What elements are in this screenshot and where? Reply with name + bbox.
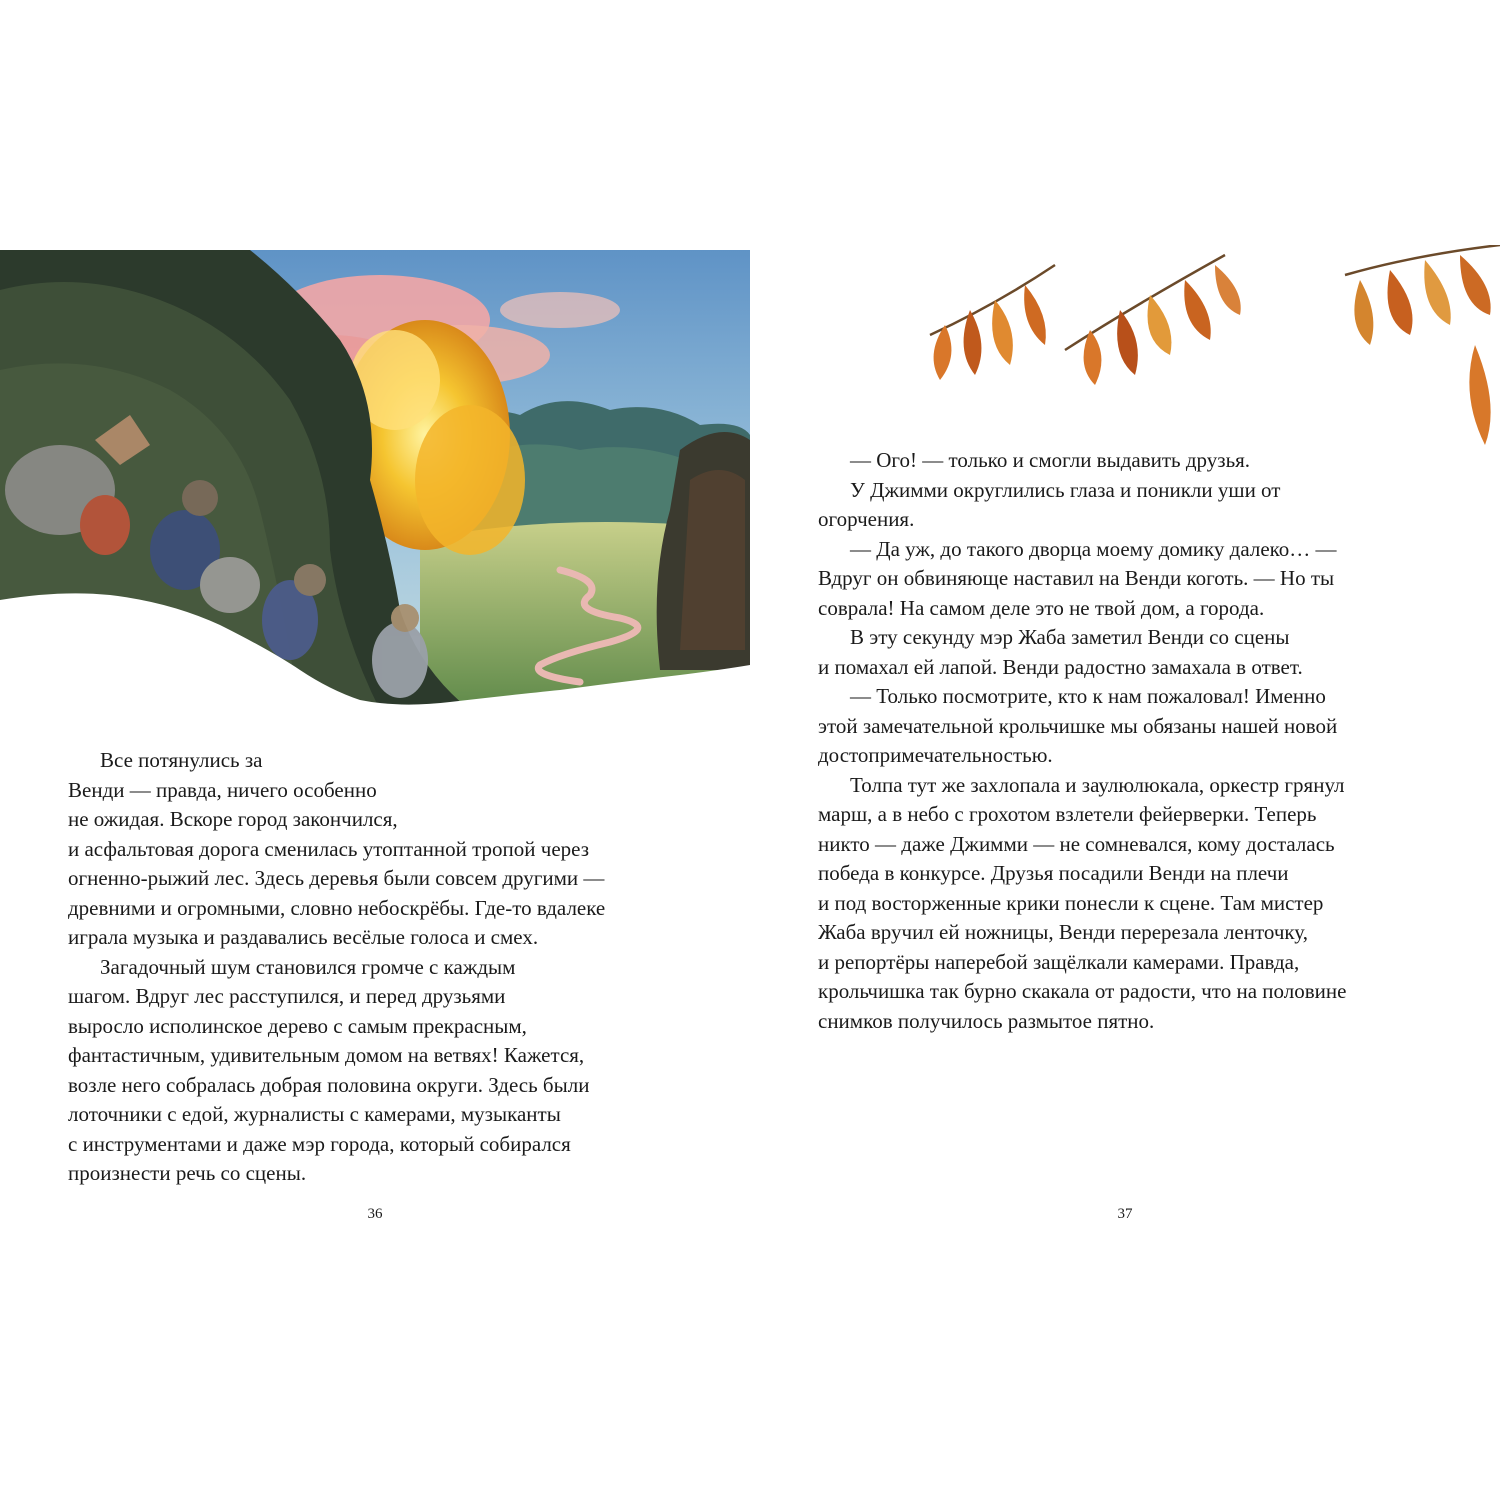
text-line: лоточники с едой, журналисты с камерами, музыканты — [68, 1102, 561, 1126]
text-line: — Ого! — только и смогли выдавить друзья. — [850, 448, 1251, 472]
text-line: достопримечательностью. — [818, 743, 1053, 767]
text-line: Жаба вручил ей ножницы, Венди перерезала ленточку, — [818, 920, 1308, 944]
text-line: произнести речь со сцены. — [68, 1161, 307, 1185]
page-number-right: 37 — [1117, 1206, 1133, 1222]
text-line: фантастичным, удивительным домом на ветвях! Кажется, — [68, 1043, 585, 1067]
text-line: огненно-рыжий лес. Здесь деревья были совсем другими — — [68, 866, 605, 890]
autumn-leaves-decoration — [915, 245, 1500, 460]
text-line: Все потянулись за — [100, 748, 263, 772]
text-line: победа в конкурсе. Друзья посадили Венди на плечи — [818, 861, 1289, 885]
page-number-left: 36 — [367, 1206, 383, 1222]
text-line: возле него собралась добрая половина округи. Здесь были — [68, 1072, 590, 1097]
forest-illustration — [0, 250, 750, 710]
text-line: этой замечательной крольчишке мы обязаны нашей новой — [818, 713, 1338, 738]
text-line: Толпа тут же захлопала и заулюлюкала, оркестр грянул — [850, 772, 1345, 797]
text-line: шагом. Вдруг лес расступился, и перед друзьями — [68, 984, 506, 1008]
text-line: выросло исполинское дерево с самым прекрасным, — [68, 1013, 527, 1038]
text-line: Загадочный шум становился громче с каждым — [100, 954, 516, 979]
text-line: У Джимми округлились глаза и поникли уши от — [850, 477, 1281, 502]
text-line: — Да уж, до такого дворца моему домику далеко… — — [850, 536, 1337, 561]
text-line: и репортёры наперебой защёлкали камерами. Правда, — [818, 949, 1300, 974]
text-line: В эту секунду мэр Жаба заметил Венди со сцены — [850, 625, 1290, 649]
text-line: никто — даже Джимми — не сомневался, кому досталась — [818, 831, 1335, 856]
right-page-text — [818, 446, 1438, 1036]
text-line: играла музыка и раздавались весёлые голоса и смех. — [68, 925, 539, 949]
text-line: — Только посмотрите, кто к нам пожаловал! Именно — [850, 684, 1326, 708]
text-line: Венди — правда, ничего особенно — [68, 777, 377, 802]
text-line: не ожидая. Вскоре город закончился, — [68, 807, 398, 831]
text-line: Вдруг он обвиняюще наставил на Венди коготь. — Но ты — [818, 566, 1335, 590]
text-line: марш, а в небо с грохотом взлетели фейерверки. Теперь — [818, 802, 1317, 826]
text-line: огорчения. — [818, 507, 915, 531]
text-line: и помахал ей лапой. Венди радостно замахала в ответ. — [818, 654, 1303, 679]
left-page-text — [68, 746, 688, 1189]
text-line: соврала! На самом деле это не твой дом, а города. — [818, 595, 1265, 620]
text-line: крольчишка так бурно скакала от радости, что на половине — [818, 979, 1347, 1003]
text-line: древними и огромными, словно небоскрёбы. Где-то вдалеке — [68, 895, 606, 920]
text-line: и под восторженные крики понесли к сцене. Там мистер — [818, 890, 1324, 915]
text-line: с инструментами и даже мэр города, который собирался — [68, 1131, 571, 1156]
text-line: и асфальтовая дорога сменилась утоптанной тропой через — [68, 836, 590, 861]
text-line: снимков получилось размытое пятно. — [818, 1008, 1155, 1033]
